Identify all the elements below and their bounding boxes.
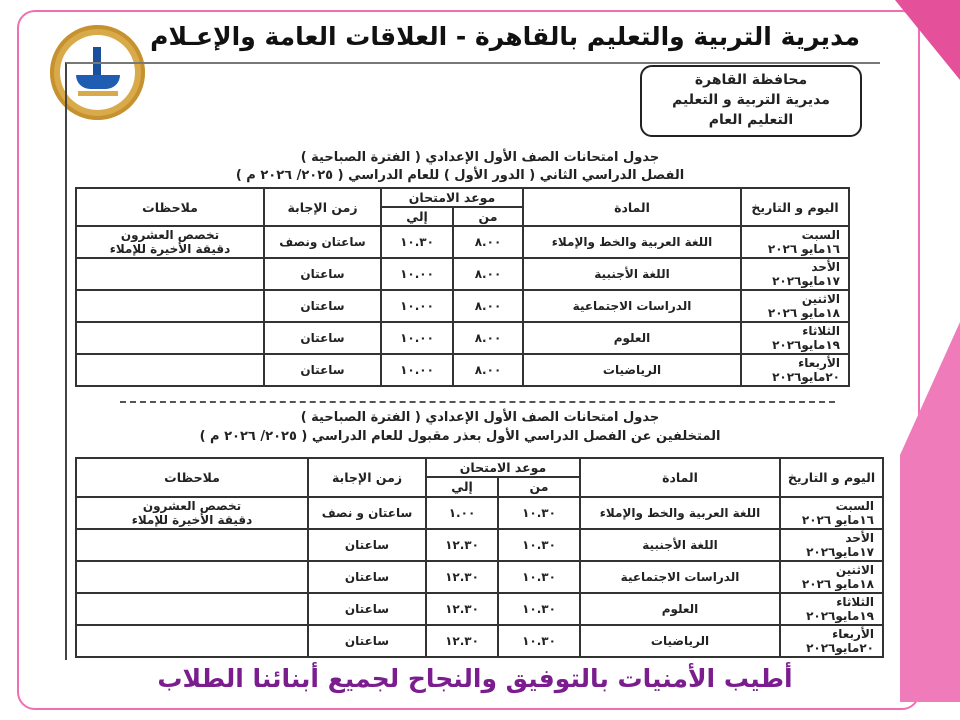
table-row — [76, 497, 883, 529]
exam-date: ١٩مايو٢٠٢٦ — [772, 338, 840, 353]
to-time-cell: ١٠.٠٠ — [381, 258, 453, 290]
header-to: إلي — [426, 477, 498, 496]
header-from: من — [498, 477, 580, 496]
governorate-box — [640, 65, 862, 137]
day-name: الاثنين — [801, 292, 840, 307]
exam-date: ١٦مايو ٢٠٢٦ — [767, 242, 840, 257]
from-time-cell: ١٠.٣٠ — [498, 497, 580, 529]
to-time-cell: ١٢.٣٠ — [426, 625, 498, 657]
table-row — [76, 354, 849, 386]
exam-date: ١٦مايو ٢٠٢٦ — [801, 512, 874, 527]
page-title: مديرية التربية والتعليم بالقاهرة - العلاقات العامة والإعـلام — [150, 22, 860, 51]
from-time-cell: ٨.٠٠ — [453, 354, 523, 386]
duration-cell: ساعتان — [308, 625, 426, 657]
to-time-cell: ١٠.٠٠ — [381, 354, 453, 386]
subject-cell: اللغة العربية والخط والإملاء — [580, 497, 780, 529]
from-time-cell: ٨.٠٠ — [453, 226, 523, 258]
table-row — [76, 226, 849, 258]
to-time-cell: ١٢.٣٠ — [426, 561, 498, 593]
subject-cell: الرياضيات — [523, 354, 741, 386]
notes-cell — [76, 290, 264, 322]
from-time-cell: ١٠.٣٠ — [498, 561, 580, 593]
from-time-cell: ٨.٠٠ — [453, 290, 523, 322]
notes-cell — [76, 529, 308, 561]
table2-caption-title: جدول امتحانات الصف الأول الإعدادي ( الفترة الصباحية ) — [300, 410, 660, 425]
subject-cell: اللغة الأجنبية — [523, 258, 741, 290]
day-name: الأربعاء — [832, 626, 874, 641]
exam-date: ١٧مايو٢٠٢٦ — [806, 544, 874, 559]
day-name: الأحد — [811, 260, 840, 275]
subject-cell: اللغة العربية والخط والإملاء — [523, 226, 741, 258]
notes-cell — [76, 561, 308, 593]
notes-cell — [76, 322, 264, 354]
department-line: التعليم العام — [708, 112, 794, 128]
day-name: الاثنين — [835, 562, 874, 577]
duration-cell: ساعتان — [264, 354, 381, 386]
note-line: دقيقة الأخيرة للإملاء — [109, 242, 231, 257]
to-time-cell: ١٢.٣٠ — [426, 529, 498, 561]
to-time-cell: ١.٠٠ — [426, 497, 498, 529]
note-line: دقيقة الأخيرة للإملاء — [131, 512, 253, 527]
duration-cell: ساعتان — [308, 529, 426, 561]
table-row — [76, 258, 849, 290]
day-date-cell — [741, 290, 849, 322]
header-notes: ملاحظات — [76, 458, 308, 497]
table-row — [76, 290, 849, 322]
exam-schedule-table-2 — [75, 457, 884, 658]
header-duration: زمن الإجابة — [264, 188, 381, 226]
section-divider — [120, 401, 835, 403]
notes-cell — [76, 593, 308, 625]
table1-caption-title: جدول امتحانات الصف الأول الإعدادي ( الفترة الصباحية ) — [300, 150, 660, 165]
corner-decoration-top — [895, 0, 960, 80]
note-line: تخصص العشرون — [120, 228, 220, 243]
notes-cell — [76, 625, 308, 657]
from-time-cell: ٨.٠٠ — [453, 322, 523, 354]
from-time-cell: ١٠.٣٠ — [498, 593, 580, 625]
exam-date: ٢٠مايو٢٠٢٦ — [806, 640, 874, 655]
exam-date: ٢٠مايو٢٠٢٦ — [772, 370, 840, 385]
day-name: الثلاثاء — [802, 324, 840, 339]
notes-cell — [76, 497, 308, 529]
day-name: السبت — [835, 498, 874, 513]
to-time-cell: ١٠.٠٠ — [381, 290, 453, 322]
exam-date: ١٩مايو٢٠٢٦ — [806, 608, 874, 623]
notes-cell — [76, 354, 264, 386]
duration-cell: ساعتان — [308, 561, 426, 593]
table-row — [76, 322, 849, 354]
exam-date: ١٧مايو٢٠٢٦ — [772, 274, 840, 289]
duration-cell: ساعتان و نصف — [308, 497, 426, 529]
day-date-cell — [741, 258, 849, 290]
from-time-cell: ١٠.٣٠ — [498, 529, 580, 561]
table2-caption-term: المتخلفين عن الفصل الدراسي الأول بعذر مقبول للعام الدراسي ( ٢٠٢٥/ ٢٠٢٦ م ) — [199, 429, 721, 444]
exam-schedule-table-1 — [75, 187, 850, 387]
day-date-cell — [741, 322, 849, 354]
notes-cell — [76, 258, 264, 290]
from-time-cell: ٨.٠٠ — [453, 258, 523, 290]
table1-caption-term: الفصل الدراسي الثاني ( الدور الأول ) للعام الدراسي ( ٢٠٢٥/ ٢٠٢٦ م ) — [235, 168, 685, 183]
duration-cell: ساعتان ونصف — [264, 226, 381, 258]
header-subject: المادة — [580, 458, 780, 497]
directorate-line: مديرية التربية و التعليم — [672, 92, 830, 108]
header-subject: المادة — [523, 188, 741, 226]
governorate-line: محافظة القاهرة — [694, 72, 808, 88]
header-exam-time: موعد الامتحان — [381, 188, 523, 207]
header-duration: زمن الإجابة — [308, 458, 426, 497]
duration-cell: ساعتان — [264, 258, 381, 290]
duration-cell: ساعتان — [264, 322, 381, 354]
subject-cell: الدراسات الاجتماعية — [523, 290, 741, 322]
header-notes: ملاحظات — [76, 188, 264, 226]
day-date-cell — [780, 561, 883, 593]
notes-cell — [76, 226, 264, 258]
subject-cell: اللغة الأجنبية — [580, 529, 780, 561]
from-time-cell: ١٠.٣٠ — [498, 625, 580, 657]
duration-cell: ساعتان — [264, 290, 381, 322]
exam-date: ١٨مايو ٢٠٢٦ — [801, 576, 874, 591]
header-day-date: اليوم و التاريخ — [741, 188, 849, 226]
subject-cell: العلوم — [523, 322, 741, 354]
day-date-cell — [780, 497, 883, 529]
duration-cell: ساعتان — [308, 593, 426, 625]
header-to: إلي — [381, 207, 453, 226]
day-name: السبت — [801, 228, 840, 243]
day-date-cell — [741, 226, 849, 258]
day-name: الأربعاء — [798, 356, 840, 371]
day-date-cell — [780, 529, 883, 561]
note-line: تخصص العشرون — [142, 498, 242, 513]
subject-cell: الرياضيات — [580, 625, 780, 657]
to-time-cell: ١٠.٣٠ — [381, 226, 453, 258]
exam-date: ١٨مايو ٢٠٢٦ — [767, 306, 840, 321]
day-date-cell — [741, 354, 849, 386]
to-time-cell: ١٠.٠٠ — [381, 322, 453, 354]
header-exam-time: موعد الامتحان — [426, 458, 580, 477]
day-name: الثلاثاء — [836, 594, 874, 609]
day-date-cell — [780, 593, 883, 625]
day-date-cell — [780, 625, 883, 657]
to-time-cell: ١٢.٣٠ — [426, 593, 498, 625]
table-row — [76, 561, 883, 593]
header-from: من — [453, 207, 523, 226]
footer-wishes: أطيب الأمنيات بالتوفيق والنجاح لجميع أبنائنا الطلاب — [157, 664, 793, 693]
header-day-date: اليوم و التاريخ — [780, 458, 883, 497]
table-row — [76, 625, 883, 657]
table-row — [76, 593, 883, 625]
subject-cell: العلوم — [580, 593, 780, 625]
subject-cell: الدراسات الاجتماعية — [580, 561, 780, 593]
day-name: الأحد — [845, 530, 874, 545]
table-row — [76, 529, 883, 561]
